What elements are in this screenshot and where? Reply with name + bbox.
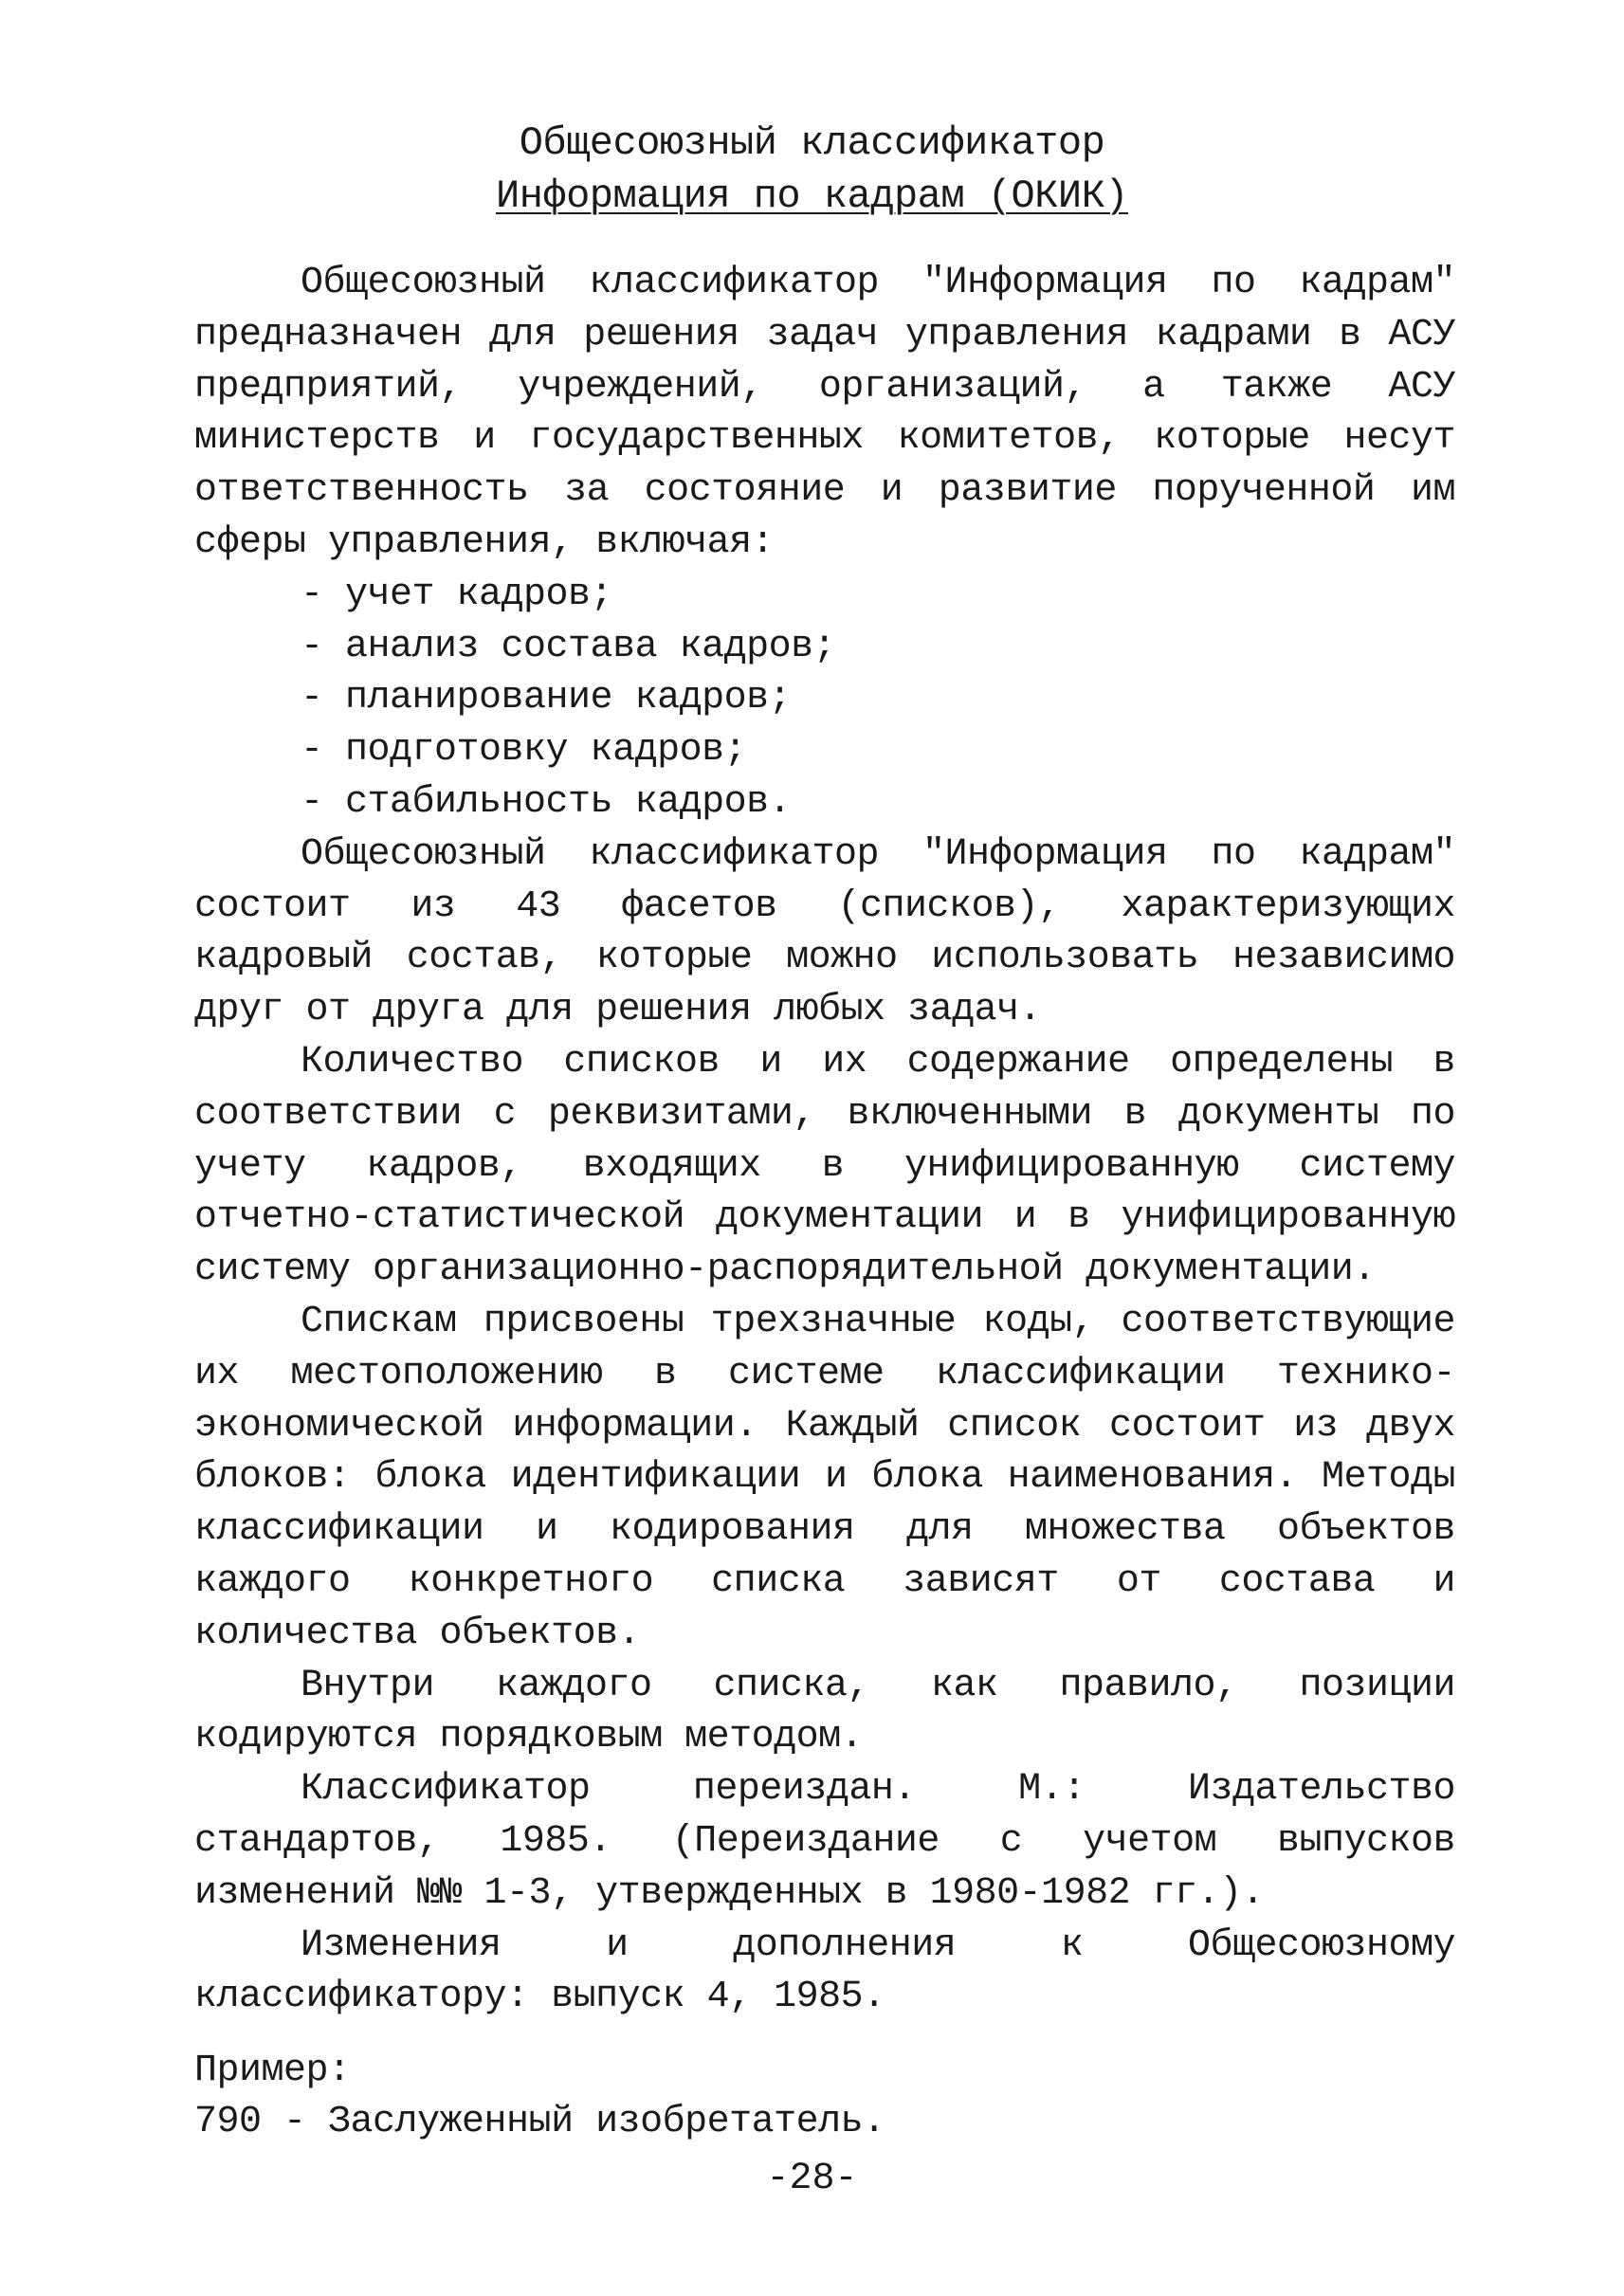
example-label: Пример: bbox=[194, 2050, 351, 2092]
list-item: - подготовку кадров; bbox=[301, 725, 1455, 777]
paragraph-codes: Спискам присвоены трехзначные коды, соответствующие их местоположению в системе классификации технико-экономической информации. Каждый список состоит из двух блоков: блока идентификации и блока наименования. Методы классификации и кодирования для множества объектов каждого конкретного списка зависят от состава и количества объектов. bbox=[194, 1300, 1455, 1655]
paragraph-reissue: Классификатор переиздан. М.: Издательство стандартов, 1985. (Переиздание с учетом выпусков изменений №№ 1-3, утвержденных в 1980-1982 гг.). bbox=[194, 1768, 1455, 1915]
page-number: -28- bbox=[766, 2158, 858, 2200]
document-title bbox=[0, 118, 1624, 169]
title-line-2: Информация по кадрам (ОКИК) bbox=[495, 173, 1128, 219]
document-subtitle bbox=[0, 171, 1624, 222]
example-text: 790 - Заслуженный изобретатель. bbox=[194, 2101, 885, 2143]
paragraph-content: Количество списков и их содержание определены в соответствии с реквизитами, включенными в документы по учету кадров, входящих в унифицированную систему отчетно-статистической документации и в унифицированную систему организационно-распорядительной документации. bbox=[194, 1040, 1455, 1292]
paragraph-coding-method: Внутри каждого списка, как правило, позиции кодируются порядковым методом. bbox=[194, 1664, 1455, 1759]
paragraph-purpose: Общесоюзный классификатор "Информация по кадрам" предназначен для решения задач управления кадрами в АСУ предприятий, учреждений, организаций, а также АСУ министерств и государственных комитетов, которые несут ответственность за состояние и развитие порученной им сферы управления, включая: bbox=[194, 262, 1455, 564]
list-item: - анализ состава кадров; bbox=[301, 622, 1455, 674]
paragraph-composition: Общесоюзный классификатор "Информация по кадрам" состоит из 43 фасетов (списков), характеризующих кадровый состав, которые можно использовать независимо друг от друга для решения любых задач. bbox=[194, 832, 1455, 1032]
list-item: - планирование кадров; bbox=[301, 673, 1455, 725]
paragraph-changes: Изменения и дополнения к Общесоюзному классификатору: выпуск 4, 1985. bbox=[194, 1923, 1455, 2019]
example-block bbox=[194, 2046, 885, 2148]
list-item: - стабильность кадров. bbox=[301, 777, 1455, 829]
list-item: - учет кадров; bbox=[301, 570, 1455, 622]
tasks-list bbox=[194, 570, 1455, 829]
document-body bbox=[194, 258, 1455, 2024]
title-line-1: Общесоюзный классификатор bbox=[519, 120, 1105, 166]
